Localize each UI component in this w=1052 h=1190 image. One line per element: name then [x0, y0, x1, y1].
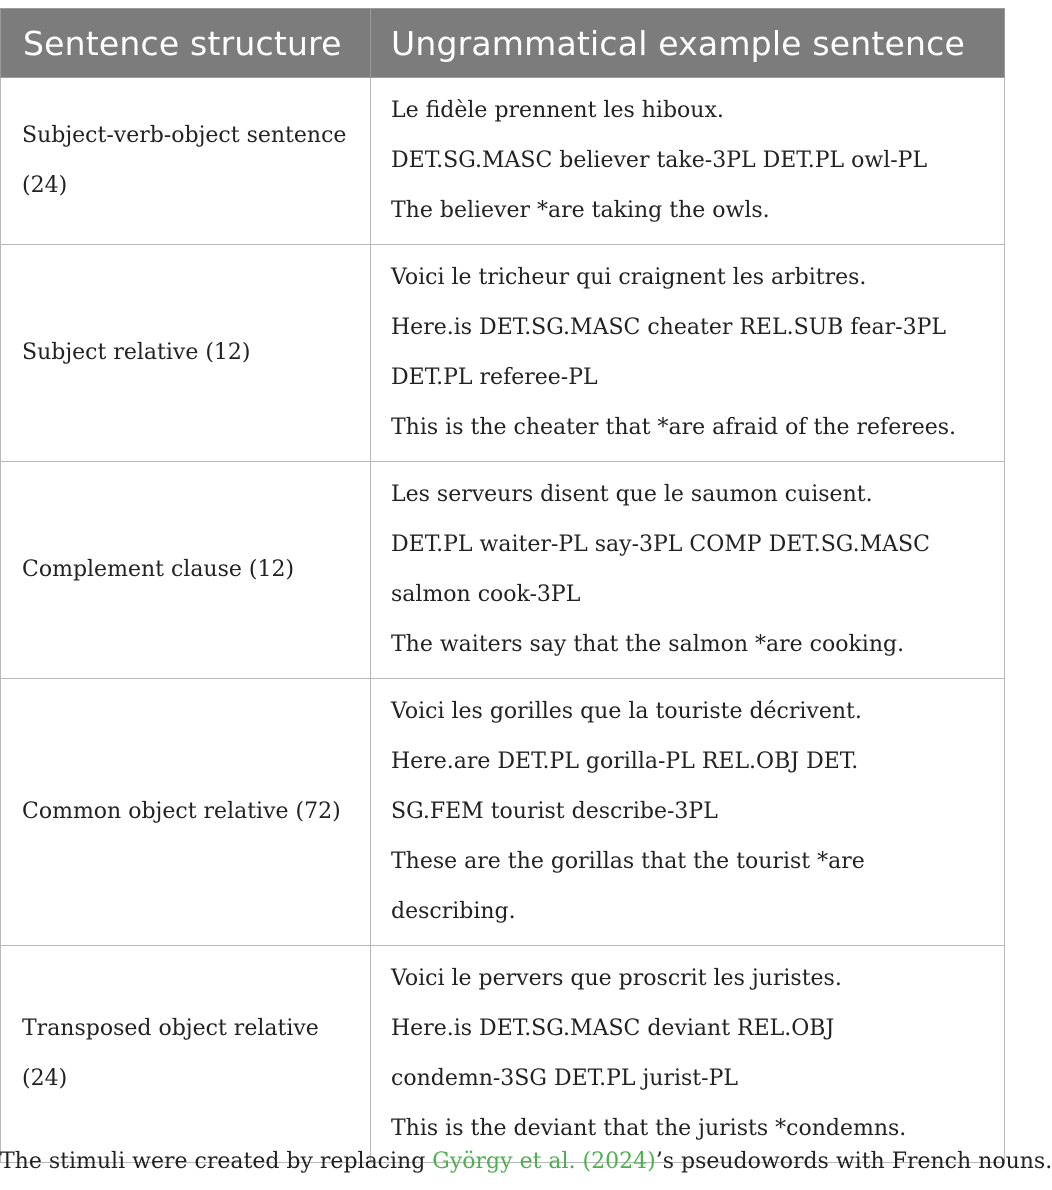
table-row — [1, 245, 1005, 462]
example-french: Voici le tricheur qui craignent les arbitres. — [391, 265, 867, 290]
header-sentence-structure: Sentence structure — [1, 9, 371, 78]
example-translation-cont: describing. — [391, 899, 516, 924]
table-row — [1, 462, 1005, 679]
example-cell — [371, 462, 1005, 679]
structure-cell: Subject relative (12) — [1, 245, 371, 462]
example-french: Les serveurs disent que le saumon cuisent. — [391, 482, 873, 507]
structure-cell: Common object relative (72) — [1, 679, 371, 946]
example-gloss: Here.is DET.SG.MASC deviant REL.OBJ — [391, 1016, 835, 1041]
example-cell — [371, 679, 1005, 946]
example-gloss: Here.are DET.PL gorilla-PL REL.OBJ DET. — [391, 749, 859, 774]
citation-link[interactable]: György et al. (2024) — [432, 1149, 656, 1174]
example-gloss: Here.is DET.SG.MASC cheater REL.SUB fear-3PL — [391, 315, 946, 340]
example-cell — [371, 78, 1005, 245]
table-header-row — [1, 9, 1005, 78]
example-gloss-cont: SG.FEM tourist describe-3PL — [391, 799, 718, 824]
header-example-sentence: Ungrammatical example sentence — [371, 9, 1005, 78]
footnote-text-before: The stimuli were created by replacing — [0, 1149, 433, 1174]
structure-cell: Subject-verb-object sentence (24) — [1, 78, 371, 245]
example-gloss-cont: DET.PL referee-PL — [391, 365, 598, 390]
example-french: Voici les gorilles que la touriste décrivent. — [391, 699, 862, 724]
structure-cell: Transposed object relative (24) — [1, 946, 371, 1163]
example-gloss: DET.PL waiter-PL say-3PL COMP DET.SG.MASC — [391, 532, 930, 557]
example-translation: This is the deviant that the jurists *condemns. — [391, 1116, 907, 1141]
example-translation: These are the gorillas that the tourist *are — [391, 849, 865, 874]
example-gloss-cont: condemn-3SG DET.PL jurist-PL — [391, 1066, 738, 1091]
example-gloss: DET.SG.MASC believer take-3PL DET.PL owl-PL — [391, 148, 928, 173]
example-translation: The waiters say that the salmon *are cooking. — [391, 632, 905, 657]
example-french: Le fidèle prennent les hiboux. — [391, 98, 724, 123]
example-cell — [371, 946, 1005, 1163]
table-row — [1, 679, 1005, 946]
table-footnote — [0, 1137, 1052, 1187]
example-gloss-cont: salmon cook-3PL — [391, 582, 581, 607]
stimuli-table — [0, 8, 1005, 1163]
example-translation: The believer *are taking the owls. — [391, 198, 770, 223]
table-row — [1, 78, 1005, 245]
footnote-text-after: ’s pseudowords with French nouns. — [655, 1149, 1052, 1174]
structure-cell: Complement clause (12) — [1, 462, 371, 679]
table-row — [1, 946, 1005, 1163]
example-translation: This is the cheater that *are afraid of the referees. — [391, 415, 957, 440]
example-cell — [371, 245, 1005, 462]
example-french: Voici le pervers que proscrit les juristes. — [391, 966, 842, 991]
